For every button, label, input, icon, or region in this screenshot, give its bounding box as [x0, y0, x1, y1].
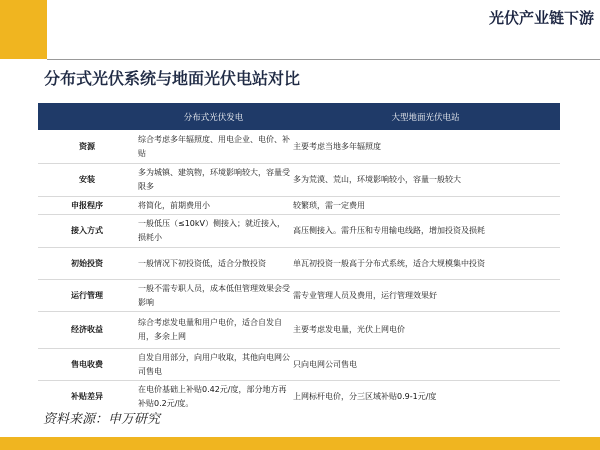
comparison-table [38, 103, 560, 413]
ground-station-cell: 多为荒漠、荒山，环境影响较小，容量一般较大 [293, 175, 461, 184]
row-label: 售电收费 [71, 359, 103, 369]
ground-station-cell: 较繁琐，需一定费用 [293, 200, 365, 210]
ground-station-cell: 主要考虑当地多年辐照度 [293, 141, 381, 151]
header-divider [47, 59, 600, 60]
table-row [38, 197, 560, 214]
row-label: 经济收益 [71, 325, 103, 334]
table-row [38, 130, 560, 163]
distributed-cell: 在电价基础上补贴0.42元/度，部分地方再补贴0.2元/度。 [138, 385, 287, 408]
distributed-cell: 一般低压（≤10kV）侧接入；就近接入，损耗小 [138, 219, 285, 242]
header-cell-distributed: 分布式光伏发电 [183, 112, 244, 123]
distributed-cell: 综合考虑多年辐照度、用电企业、电价、补贴 [138, 134, 290, 158]
ground-station-cell: 高压侧接入。需升压和专用输电线路，增加投资及损耗 [293, 226, 485, 235]
ground-station-cell: 只向电网公司售电 [293, 359, 357, 369]
accent-block [0, 0, 47, 59]
table-body [38, 130, 560, 413]
table-row [38, 248, 560, 279]
table-row [38, 312, 560, 348]
distributed-cell: 将简化，前期费用小 [138, 200, 210, 210]
section-title: 光伏产业链下游 [488, 9, 594, 27]
row-label: 申报程序 [71, 200, 103, 210]
table-row [38, 164, 560, 196]
table-header [38, 103, 560, 130]
distributed-cell: 一般不需专职人员，成本低但管理效果会受影响 [138, 283, 290, 307]
row-label: 初始投资 [71, 258, 103, 268]
distributed-cell: 一般情况下初投资低，适合分散投资 [138, 258, 266, 268]
row-label: 补贴差异 [71, 392, 103, 401]
table-row [38, 280, 560, 311]
row-label: 运行管理 [71, 290, 103, 300]
table-row [38, 215, 560, 247]
ground-station-cell: 主要考虑发电量，光伏上网电价 [293, 325, 405, 334]
bottom-accent-bar [0, 437, 600, 450]
distributed-cell: 多为城镇、建筑物，环境影响较大，容量受限多 [138, 168, 290, 191]
row-label: 接入方式 [71, 226, 103, 235]
row-label: 安装 [79, 175, 95, 184]
table-row [38, 349, 560, 380]
source-note: 资料来源：申万研究 [43, 412, 161, 427]
header-cell-ground-station: 大型地面光伏电站 [391, 112, 460, 123]
ground-station-cell: 需专业管理人员及费用，运行管理效果好 [293, 290, 437, 300]
slide-title: 分布式光伏系统与地面光伏电站对比 [44, 69, 301, 88]
ground-station-cell: 上网标杆电价，分三区域补贴0.9-1元/度 [293, 392, 437, 401]
distributed-cell: 自发自用部分，向用户收取，其他向电网公司售电 [138, 352, 290, 376]
row-label: 资源 [79, 141, 95, 151]
ground-station-cell: 单瓦初投资一般高于分布式系统，适合大规模集中投资 [293, 258, 485, 268]
distributed-cell: 综合考虑发电量和用户电价，适合自发自用，多余上网 [138, 318, 282, 341]
